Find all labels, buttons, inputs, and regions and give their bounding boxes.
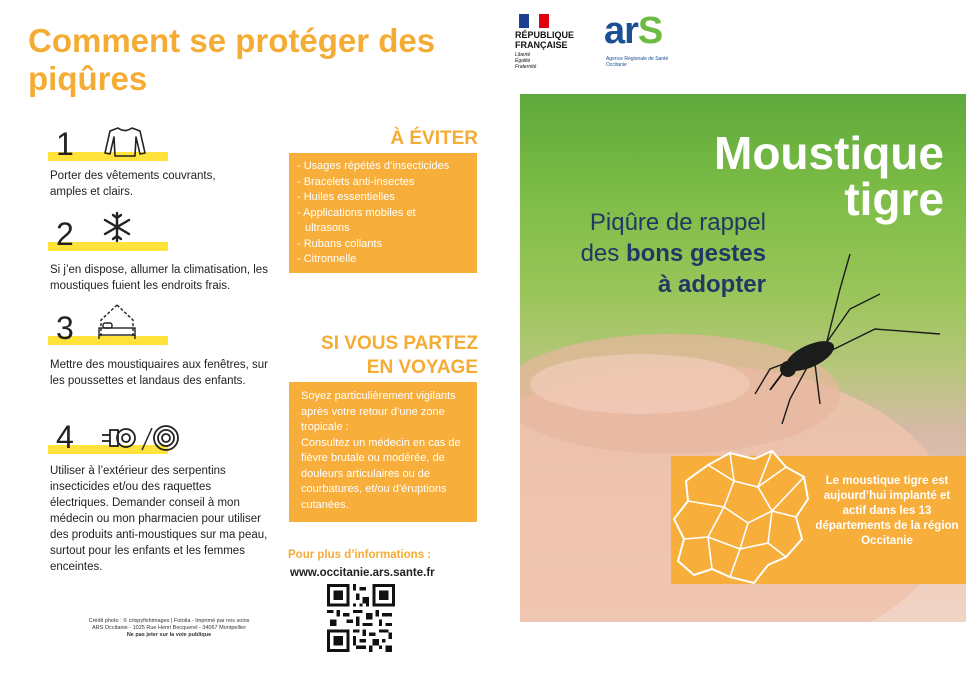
avoid-title: À ÉVITER (390, 128, 478, 149)
avoid-item: - Rubans collants (297, 237, 382, 250)
motto-line: Liberté (515, 52, 531, 58)
step-3-number: 3 (56, 310, 74, 346)
step-3-text: Mettre des moustiquaires aux fenêtres, sur les poussettes et landaus des enfants. (50, 359, 268, 387)
hero-title-line2: tigre (844, 173, 944, 225)
page-title: Comment se protéger des piqûres (28, 22, 436, 97)
avoid-item: - Huiles essentielles (297, 191, 395, 203)
travel-intro: Soyez particulièrement vigilants après votre retour d’une zone tropicale : (301, 390, 456, 433)
motto-line: Fraternité (515, 64, 537, 70)
step-2-number: 2 (56, 216, 74, 252)
travel-title (288, 332, 478, 380)
snowflake-icon (100, 210, 134, 244)
info-link[interactable]: www.occitanie.ars.sante.fr (290, 567, 435, 579)
travel-box (289, 382, 477, 522)
hero-subtitle (581, 207, 766, 300)
hero-sub-line3: à adopter (657, 271, 766, 298)
step-1-text: Porter des vêtements couvrants, amples et clairs. (50, 170, 216, 198)
diffuser-and-coil-icon (100, 424, 182, 452)
info-label: Pour plus d’informations : (288, 549, 432, 561)
mosquito-net-bed-icon (95, 302, 139, 342)
avoid-box (289, 153, 477, 273)
step-4-number: 4 (56, 419, 74, 455)
travel-title-line2: EN VOYAGE (366, 357, 478, 378)
step-2-text: Si j’en dispose, allumer la climatisation, les moustiques fuient les endroits frais. (50, 264, 268, 292)
ars-region: Occitanie (606, 62, 627, 68)
avoid-item: - Usages répétés d’insecticides (297, 160, 450, 172)
ars-subtitle: Agence Régionale de Santé (606, 56, 669, 62)
hero-title-line1: Moustique (714, 127, 944, 179)
republique-francaise-logo (515, 14, 585, 70)
hero-sub-line1: Piqûre de rappel (589, 209, 766, 236)
republique-line2: FRANÇAISE (515, 40, 568, 50)
credits-line: Ne pas jeter sur la voie publique (126, 632, 212, 638)
region-info-text: Le moustique tigre est aujourd’hui implanté et actif dans les 13 départements de la région Occitanie (815, 475, 959, 547)
ars-logo (604, 10, 704, 76)
shirt-icon (102, 125, 148, 159)
credits-line: ARS Occitanie - 1025 Rue Henri Becquerel - 34067 Montpellier (91, 625, 247, 631)
travel-text: Consultez un médecin en cas de fièvre brutale ou modérée, de douleurs articulaires ou de courbatures, et/ou d’éruptions cutanées. (301, 436, 461, 511)
motto-line: Égalité (515, 58, 531, 64)
ars-word-s: S (637, 10, 663, 52)
avoid-item: - Citronnelle (297, 253, 357, 265)
qr-code[interactable] (327, 584, 395, 652)
step-4-text: Utiliser à l’extérieur des serpentins insecticides et/ou des raquettes électriques. Demander conseil à mon médecin ou mon pharmacien pour utiliser des produits anti-moustiques sur ma peau, surtout pour les enfants et les femmes enceintes. (50, 465, 268, 573)
hero-sub-line2-bold: bons gestes (625, 240, 766, 267)
travel-title-line1: SI VOUS PARTEZ (321, 333, 478, 354)
avoid-item: - Bracelets anti-insectes (297, 175, 415, 188)
avoid-item: ultrasons (305, 222, 350, 234)
credits-line: Crédit photo : © crispyfishimages | Fotolia - Imprimé par nos soins (88, 618, 250, 624)
avoid-item: - Applications mobiles et (297, 206, 416, 219)
occitanie-map-icon (668, 447, 818, 589)
ars-word: ar (604, 10, 638, 52)
hero-sub-line2-plain: des (580, 240, 626, 267)
republique-line1: RÉPUBLIQUE (515, 30, 575, 40)
step-1-number: 1 (56, 126, 74, 162)
credits (54, 618, 284, 639)
marianne-flag-icon (519, 14, 549, 28)
